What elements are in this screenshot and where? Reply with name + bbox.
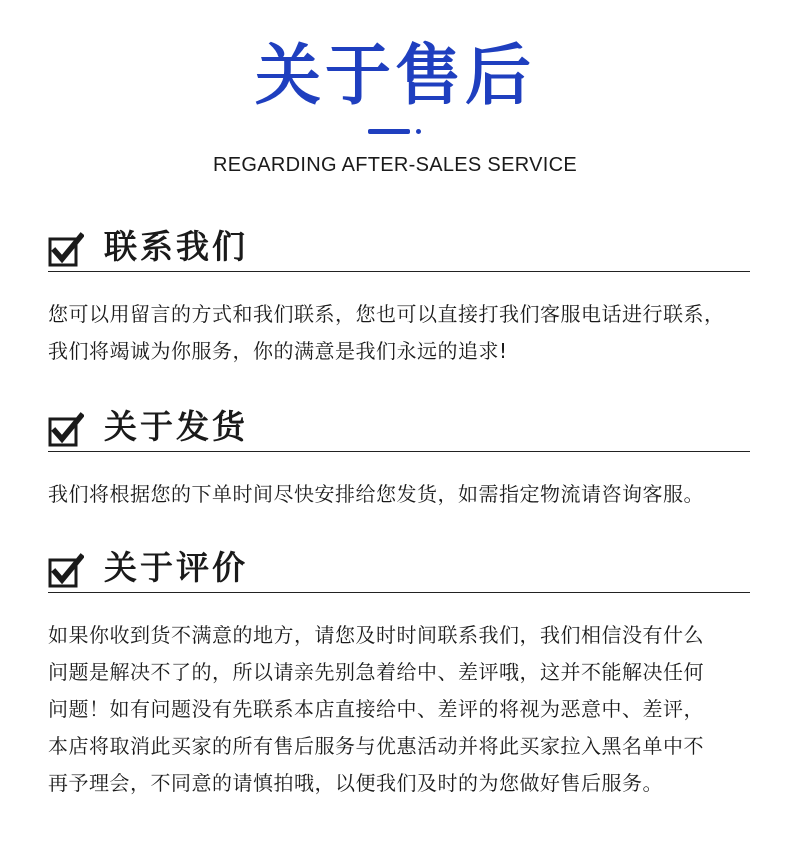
section-header [48,402,750,452]
section-header [48,543,750,593]
checkbox-checked-icon [48,232,84,268]
page-subtitle: REGARDING AFTER-SALES SERVICE [213,154,577,176]
section-body [48,296,750,370]
body-line: 本店将取消此买家的所有售后服务与优惠活动并将此买家拉入黑名单中不 [48,734,704,758]
section-body [48,476,750,513]
page-title: 关于售后 [255,37,535,114]
body-line: 您可以用留言的方式和我们联系，您也可以直接打我们客服电话进行联系， [48,302,725,326]
section-shipping [48,402,750,513]
checkbox-checked-icon [48,412,84,448]
section-title: 关于发货 [104,407,248,446]
title-divider [368,129,422,135]
section-reviews [48,543,750,802]
body-line: 问题！如有问题没有先联系本店直接给中、差评的将视为恶意中、差评， [48,697,704,721]
section-body [48,617,750,802]
section-title: 联系我们 [104,227,248,266]
checkbox-checked-icon [48,553,84,589]
section-contact [48,222,750,370]
body-line: 问题是解决不了的，所以请亲先别急着给中、差评哦，这并不能解决任何 [48,660,704,684]
section-header [48,222,750,272]
divider-dot [416,129,421,134]
body-line: 我们将根据您的下单时间尽快安排给您发货，如需指定物流请咨询客服。 [48,482,704,506]
section-title: 关于评价 [104,548,248,587]
body-line: 再予理会，不同意的请慎拍哦，以便我们及时的为您做好售后服务。 [48,771,663,795]
body-line: 如果你收到货不满意的地方，请您及时时间联系我们，我们相信没有什么 [48,623,704,647]
divider-bar [368,129,410,134]
body-line: 我们将竭诚为你服务，你的满意是我们永远的追求! [48,339,508,363]
